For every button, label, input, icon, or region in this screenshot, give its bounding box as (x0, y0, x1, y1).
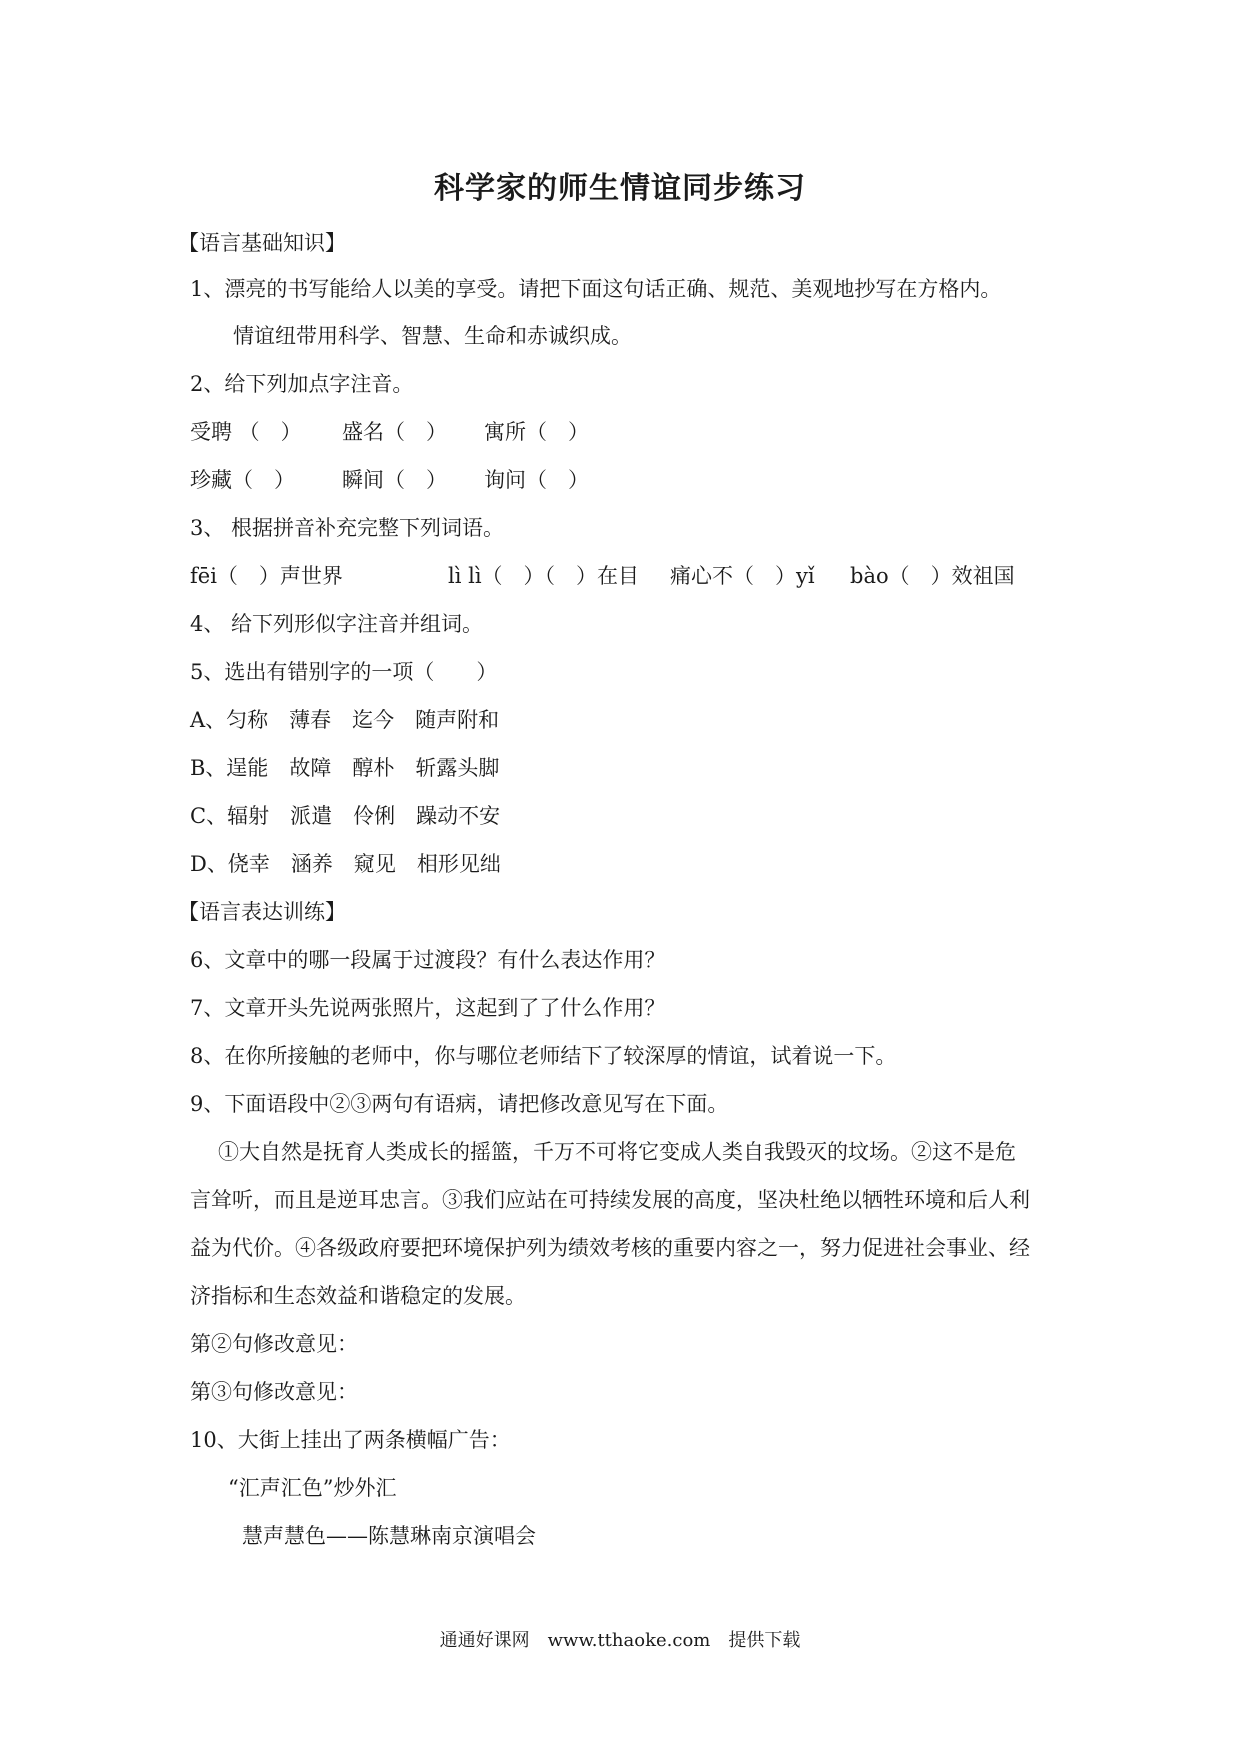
question-9-paragraph-line: 言耸听，而且是逆耳忠言。③我们应站在可持续发展的高度，坚决杜绝以牺牲环境和后人利 (190, 1188, 1030, 1212)
section-heading-basics: 【语言基础知识】 (178, 231, 346, 255)
banner-1: “汇声汇色”炒外汇 (228, 1476, 397, 1500)
answer-line-2: 第②句修改意见： (190, 1332, 358, 1356)
question-4: 4、 给下列形似字注音并组词。 (190, 612, 484, 636)
pinyin-item: 瞬间（ ） (342, 468, 447, 492)
question-10: 10、大街上挂出了两条横幅广告： (190, 1428, 511, 1452)
option-c: C、辐射 派遣 伶俐 躁动不安 (190, 804, 501, 828)
question-9: 9、下面语段中②③两句有语病，请把修改意见写在下面。 (190, 1092, 729, 1116)
banner-2: 慧声慧色——陈慧琳南京演唱会 (242, 1524, 536, 1548)
question-2-row-1 (190, 417, 589, 447)
option-d: D、侥幸 涵养 窥见 相形见绌 (190, 852, 501, 876)
question-8: 8、在你所接触的老师中，你与哪位老师结下了较深厚的情谊，试着说一下。 (190, 1044, 897, 1068)
question-2: 2、给下列加点字注音。 (190, 372, 414, 396)
word-item: fēi（ ）声世界 (190, 564, 343, 588)
word-item: lì lì（ ）（ ）在目 (448, 564, 640, 588)
pinyin-item: 询问（ ） (484, 468, 589, 492)
question-6: 6、文章中的哪一段属于过渡段？有什么表达作用？ (190, 948, 666, 972)
pinyin-item: 受聘 （ ） (190, 420, 302, 444)
question-9-paragraph-line: 益为代价。④各级政府要把环境保护列为绩效考核的重要内容之一，努力促进社会事业、经 (190, 1236, 1030, 1260)
question-3: 3、 根据拼音补充完整下列词语。 (190, 516, 505, 540)
option-b: B、逞能 故障 醇朴 斩露头脚 (190, 756, 500, 780)
pinyin-item: 寓所（ ） (484, 420, 589, 444)
question-7: 7、文章开头先说两张照片，这起到了了什么作用？ (190, 996, 666, 1020)
answer-line-3: 第③句修改意见： (190, 1380, 358, 1404)
question-9-paragraph-line: ①大自然是抚育人类成长的摇篮，千万不可将它变成人类自我毁灭的坟场。②这不是危 (218, 1140, 1016, 1164)
option-a: A、匀称 薄春 迄今 随声附和 (190, 708, 500, 732)
word-item: 痛心不（ ）yǐ (670, 564, 815, 588)
question-5: 5、选出有错别字的一项（ ） (190, 660, 498, 684)
question-2-row-2 (190, 465, 589, 495)
word-item: bào（ ）效祖国 (850, 564, 1015, 588)
question-1: 1、漂亮的书写能给人以美的享受。请把下面这句话正确、规范、美观地抄写在方格内。 (190, 277, 1002, 301)
pinyin-item: 盛名（ ） (342, 420, 447, 444)
section-heading-expression: 【语言表达训练】 (178, 900, 346, 924)
page-footer: 通通好课网 www.tthaoke.com 提供下载 (439, 1630, 801, 1651)
pinyin-item: 珍藏（ ） (190, 468, 295, 492)
question-3-items (190, 561, 1015, 591)
question-1-sentence: 情谊纽带用科学、智慧、生命和赤诚织成。 (233, 324, 632, 348)
page-title: 科学家的师生情谊同步练习 (434, 171, 806, 206)
question-9-paragraph-line: 济指标和生态效益和谐稳定的发展。 (190, 1284, 526, 1308)
